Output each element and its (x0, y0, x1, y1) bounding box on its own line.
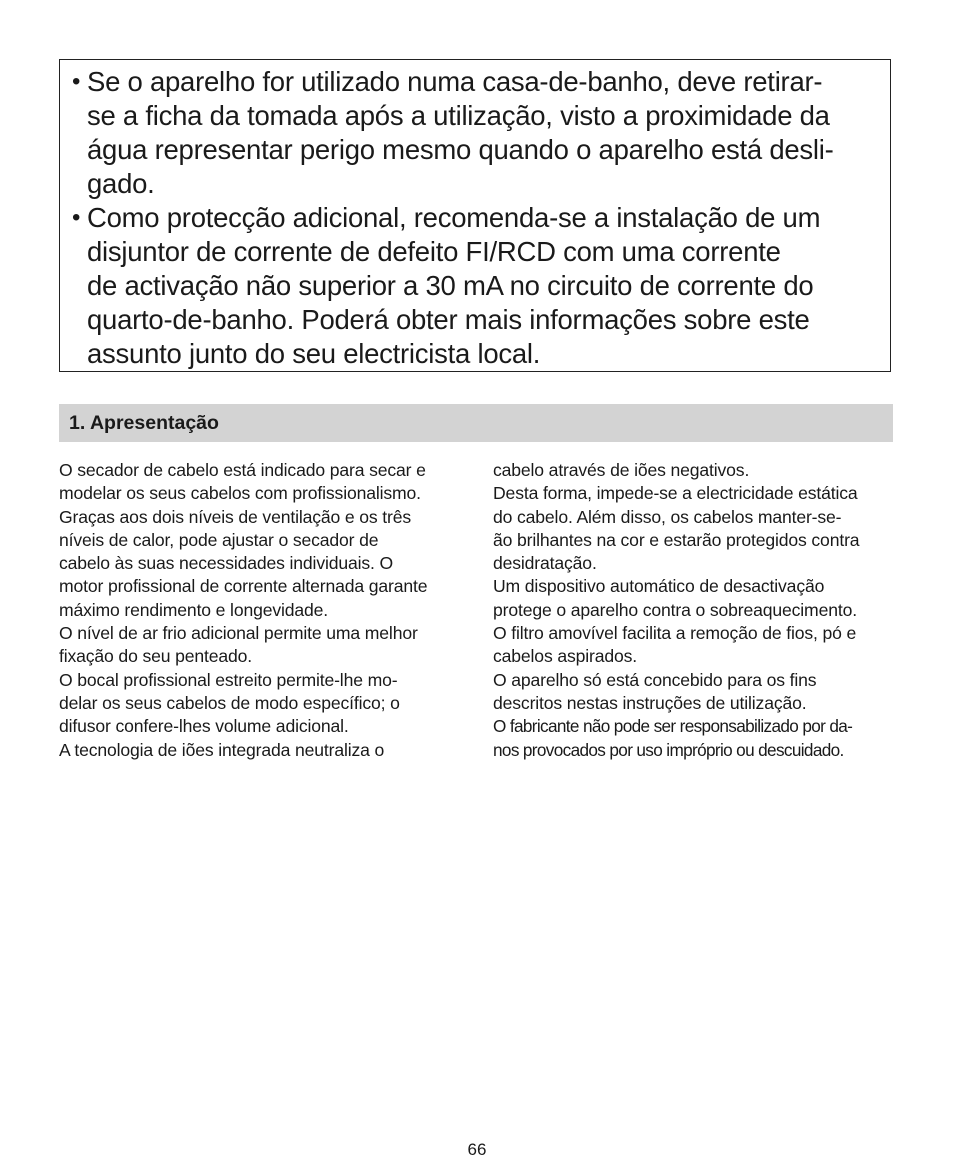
text-line: níveis de calor, pode ajustar o secador de (59, 529, 379, 550)
text-line: difusor confere-lhes volume adicional. (59, 716, 349, 737)
warning-bullet-text (87, 201, 820, 371)
text-line: quarto-de-banho. Poderá obter mais informações sobre este (87, 304, 810, 335)
text-line: gado. (87, 168, 155, 199)
warning-bullet-item (72, 201, 878, 371)
text-line: máximo rendimento e longevidade. (59, 599, 329, 620)
text-line: de activação não superior a 30 mA no circuito de corrente do (87, 270, 814, 301)
text-line: se a ficha da tomada após a utilização, visto a proximidade da (87, 100, 830, 131)
text-line: motor profissional de corrente alternada garante (59, 576, 428, 597)
text-line: ão brilhantes na cor e estarão protegidos contra (493, 529, 860, 550)
text-line: modelar os seus cabelos com profissionalismo. (59, 483, 421, 504)
page-number: 66 (467, 1140, 487, 1159)
text-line: cabelos aspirados. (493, 646, 638, 667)
body-column-right (493, 459, 903, 762)
bullet-icon: • (72, 204, 81, 231)
text-line: A tecnologia de iões integrada neutraliza o (59, 739, 385, 760)
text-line: O bocal profissional estreito permite-lhe mo- (59, 669, 398, 690)
text-line: desidratação. (493, 553, 597, 574)
text-line: Um dispositivo automático de desactivação (493, 576, 825, 597)
text-line: fixação do seu penteado. (59, 646, 253, 667)
bullet-icon: • (72, 68, 81, 95)
text-line: O secador de cabelo está indicado para secar e (59, 460, 426, 480)
text-line: água representar perigo mesmo quando o aparelho está desli- (87, 134, 834, 165)
warning-box (59, 59, 891, 372)
section-title: 1. Apresentação (69, 411, 219, 434)
text-line: do cabelo. Além disso, os cabelos manter-se- (493, 506, 842, 527)
text-line: O aparelho só está concebido para os fins (493, 669, 817, 690)
text-line: protege o aparelho contra o sobreaquecimento. (493, 599, 857, 620)
text-line: Como protecção adicional, recomenda-se a instalação de um (87, 202, 821, 233)
text-line: Desta forma, impede-se a electricidade estática (493, 483, 858, 504)
text-line: Graças aos dois níveis de ventilação e os três (59, 506, 412, 527)
warning-bullet-item (72, 65, 878, 201)
warning-bullet-text (87, 65, 834, 201)
text-line: disjuntor de corrente de defeito FI/RCD com uma corrente (87, 236, 781, 267)
section-header-bar (59, 404, 893, 442)
text-line: cabelo através de iões negativos. (493, 460, 750, 480)
text-line: assunto junto do seu electricista local. (87, 338, 541, 369)
text-line: Se o aparelho for utilizado numa casa-de-banho, deve retirar- (87, 66, 823, 97)
text-line: nos provocados por uso impróprio ou descuidado. (493, 739, 844, 760)
text-line: O fabricante não pode ser responsabilizado por da- (493, 716, 853, 737)
text-line: cabelo às suas necessidades individuais. O (59, 553, 394, 574)
body-column-left (59, 459, 469, 762)
text-line: delar os seus cabelos de modo específico; o (59, 692, 400, 713)
text-line: O filtro amovível facilita a remoção de fios, pó e (493, 623, 857, 644)
text-line: O nível de ar frio adicional permite uma melhor (59, 623, 418, 644)
text-line: descritos nestas instruções de utilização. (493, 692, 807, 713)
